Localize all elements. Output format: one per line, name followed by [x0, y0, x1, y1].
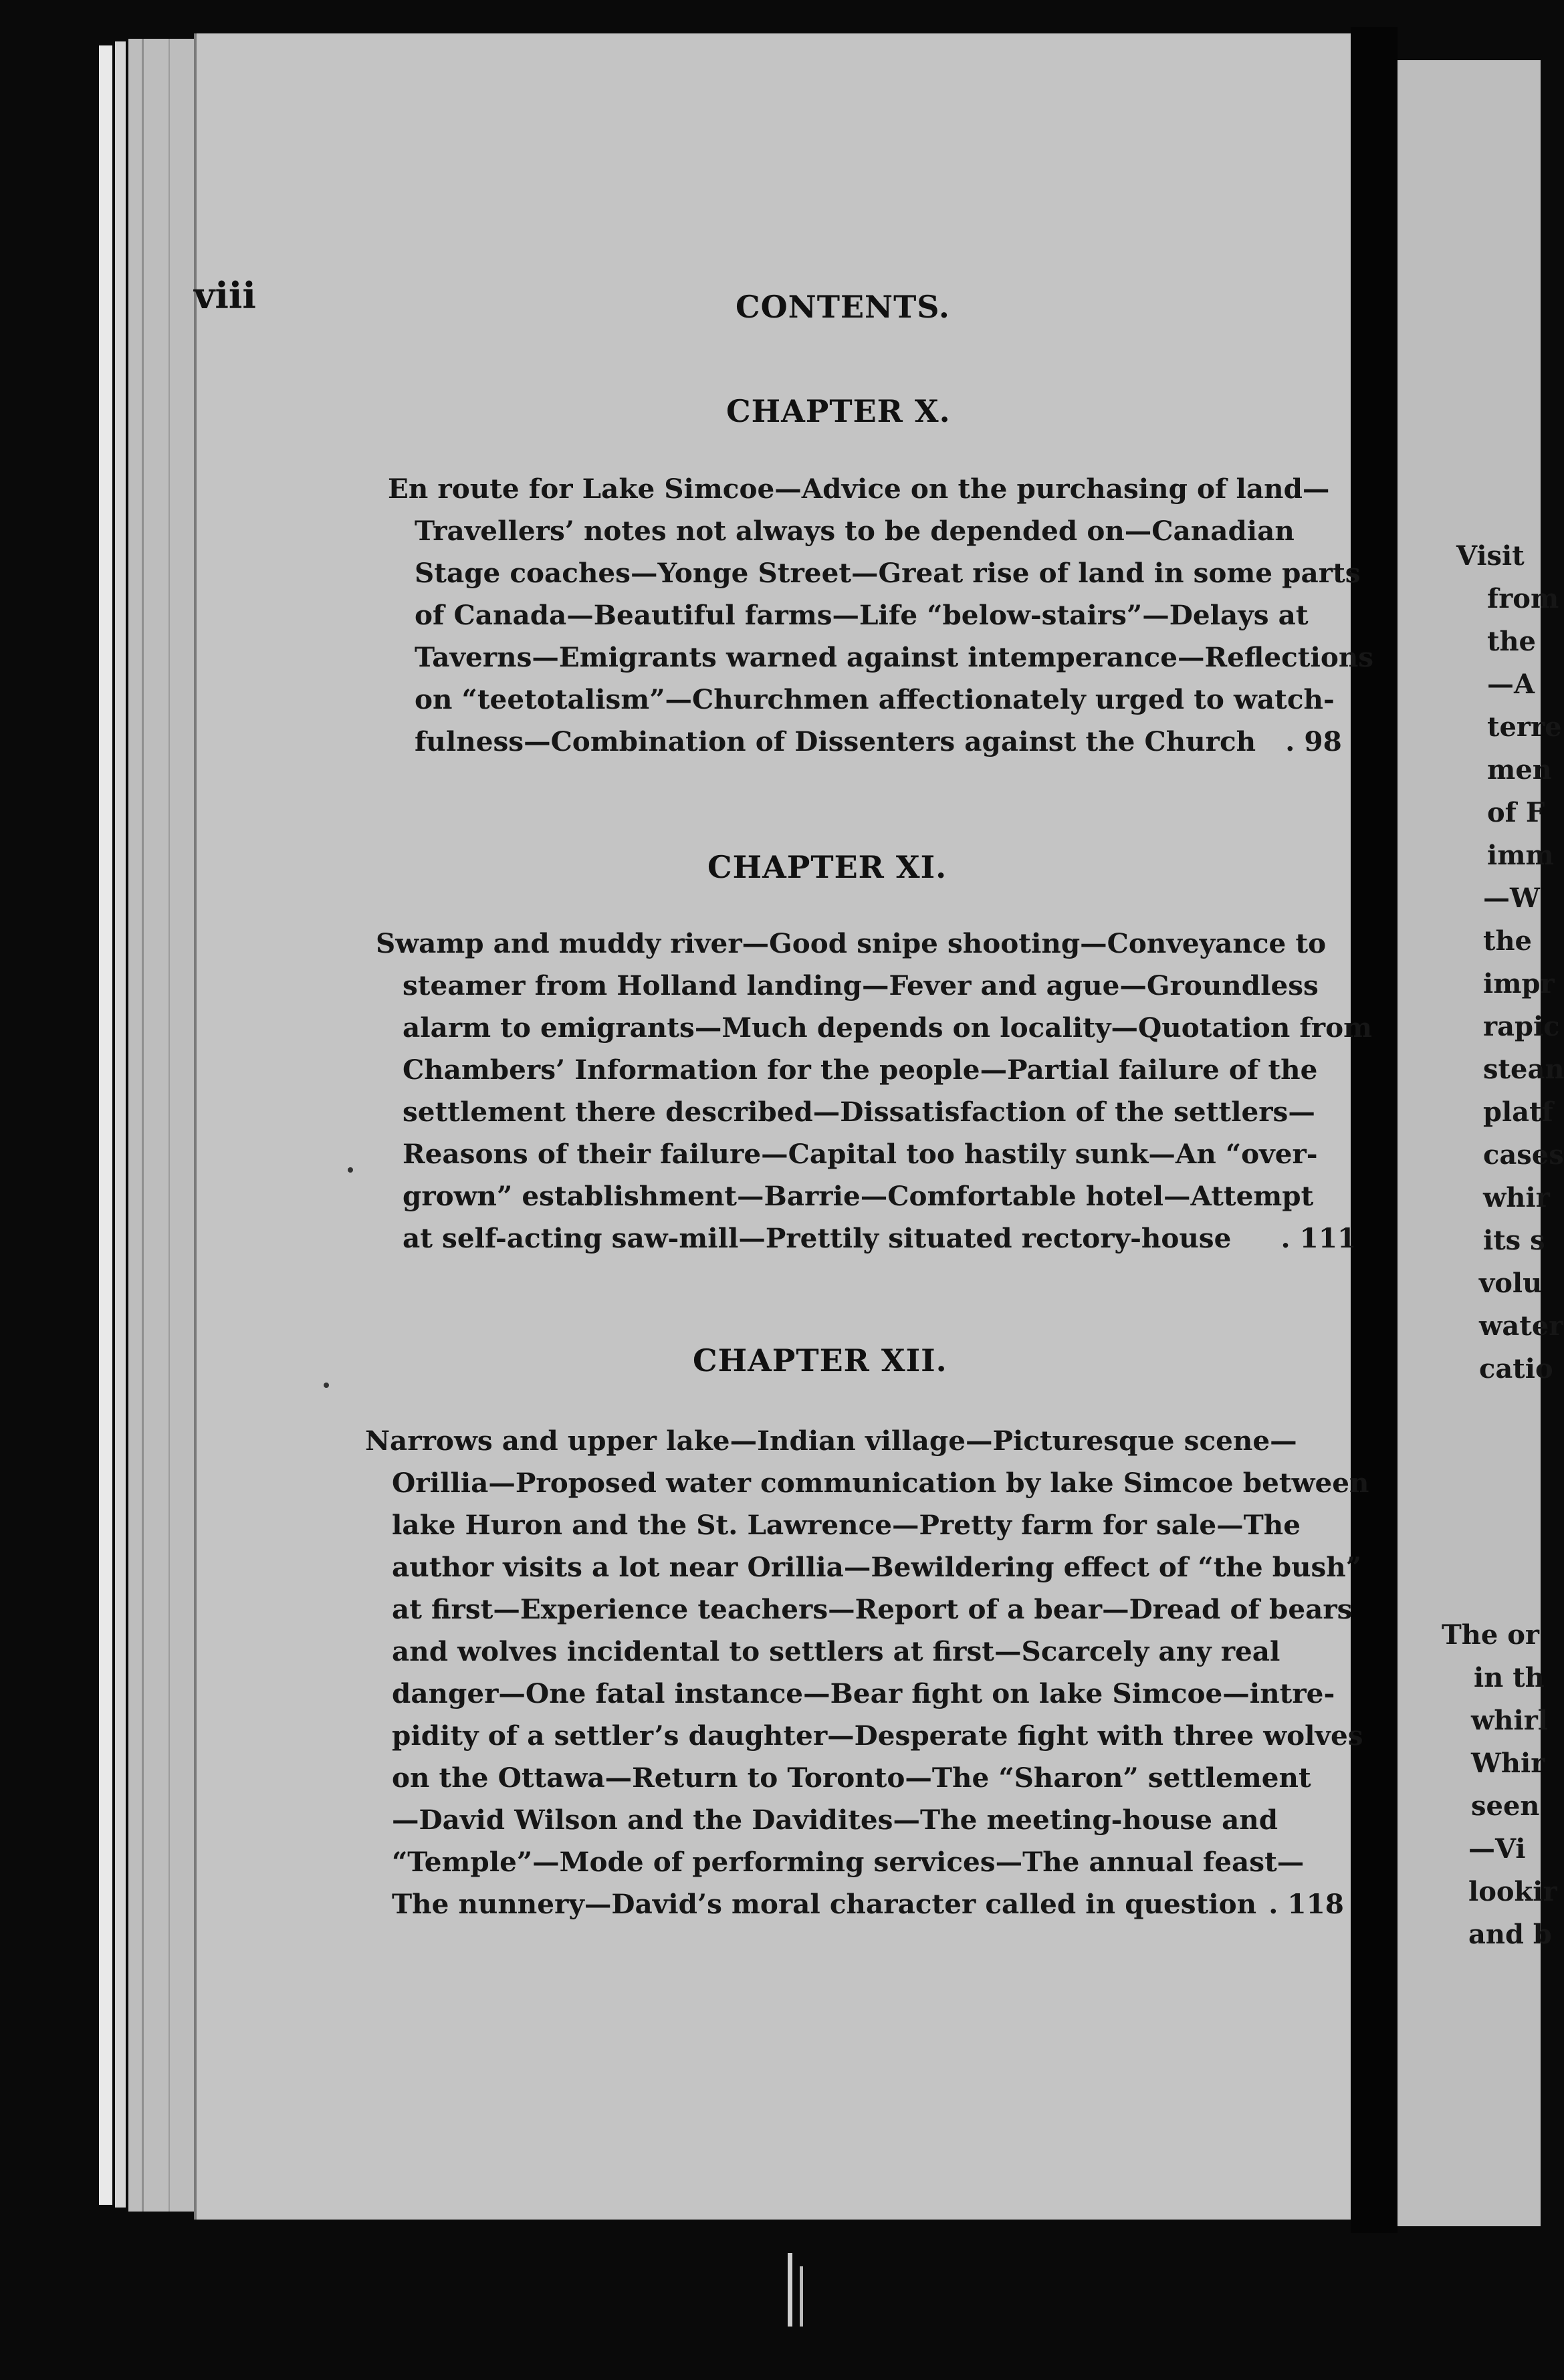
summary-line: at first—Experience teachers—Report of a bear—Dread of bears: [392, 1593, 1353, 1625]
summary-line: Taverns—Emigrants warned against intemperance—Reflections: [415, 641, 1374, 673]
summary-line: Reasons of their failure—Capital too hastily sunk—An “over-: [403, 1138, 1318, 1170]
binding-mark: [800, 2266, 803, 2327]
facing-text-fragment: water: [1479, 1310, 1563, 1342]
facing-text-fragment: Whir: [1471, 1748, 1545, 1779]
facing-text-fragment: in th: [1474, 1662, 1545, 1693]
summary-line: [388, 721, 1373, 763]
summary-line-text: at self-acting saw-mill—Prettily situated rectory-house: [403, 1222, 1232, 1254]
page-ref: . 111: [1280, 1222, 1357, 1254]
summary-line: Chambers’ Information for the people—Partial failure of the: [403, 1054, 1318, 1086]
summary-line: Swamp and muddy river—Good snipe shooting—Conveyance to: [376, 927, 1327, 959]
summary-line: and wolves incidental to settlers at first—Scarcely any real: [392, 1635, 1280, 1667]
summary-line: grown” establishment—Barrie—Comfortable hotel—Attempt: [403, 1180, 1314, 1212]
facing-text-fragment: of F: [1487, 797, 1545, 828]
binding-mark: [788, 2253, 792, 2327]
facing-text-fragment: stean: [1483, 1054, 1564, 1085]
page-edge: [99, 45, 112, 2205]
summary-line: pidity of a settler’s daughter—Desperate fight with three wolves: [392, 1719, 1363, 1752]
facing-text-fragment: platf: [1483, 1096, 1553, 1128]
facing-text-fragment: terre: [1487, 711, 1562, 743]
page-ref: . 98: [1285, 725, 1342, 757]
speck: [348, 1167, 353, 1173]
facing-text-fragment: impr: [1483, 968, 1555, 999]
summary-line: steamer from Holland landing—Fever and ague—Groundless: [403, 969, 1319, 1001]
page-edge: [115, 41, 126, 2208]
facing-text-fragment: the: [1487, 626, 1537, 657]
facing-text-fragment: catio: [1479, 1353, 1553, 1385]
chapter-summary: [376, 923, 1372, 1260]
summary-line: Narrows and upper lake—Indian village—Picturesque scene—: [365, 1425, 1297, 1457]
summary-line: [365, 1883, 1369, 1925]
chapter-title: CHAPTER XII.: [693, 1342, 947, 1379]
facing-text-fragment: the: [1483, 925, 1533, 957]
summary-line-text: fulness—Combination of Dissenters against the Church: [415, 725, 1256, 757]
summary-line-text: The nunnery—David’s moral character called in question: [392, 1888, 1257, 1920]
facing-text-fragment: lookir: [1468, 1876, 1557, 1907]
facing-text-fragment: Visit: [1456, 540, 1525, 572]
speck: [324, 1383, 329, 1388]
summary-line: on “teetotalism”—Churchmen affectionately urged to watch-: [415, 683, 1335, 715]
summary-line: author visits a lot near Orillia—Bewildering effect of “the bush”: [392, 1551, 1362, 1583]
facing-text-fragment: —W: [1483, 882, 1540, 914]
facing-text-fragment: seen: [1471, 1790, 1540, 1822]
facing-text-fragment: cases: [1483, 1139, 1564, 1171]
summary-line: Stage coaches—Yonge Street—Great rise of land in some parts: [415, 557, 1361, 589]
summary-line: of Canada—Beautiful farms—Life “below-stairs”—Delays at: [415, 599, 1309, 631]
facing-text-fragment: The or: [1442, 1619, 1539, 1651]
summary-line: lake Huron and the St. Lawrence—Pretty farm for sale—The: [392, 1509, 1301, 1541]
page-ref: . 118: [1268, 1888, 1344, 1920]
summary-line: En route for Lake Simcoe—Advice on the purchasing of land—: [388, 473, 1330, 505]
summary-line: Orillia—Proposed water communication by lake Simcoe between: [392, 1467, 1369, 1499]
facing-text-fragment: and b: [1468, 1919, 1552, 1950]
facing-text-fragment: imm: [1487, 840, 1554, 871]
summary-line: danger—One fatal instance—Bear fight on lake Simcoe—intre-: [392, 1677, 1335, 1709]
summary-line: on the Ottawa—Return to Toronto—The “Sharon” settlement: [392, 1762, 1311, 1794]
summary-line: —David Wilson and the Davidites—The meeting-house and: [392, 1804, 1278, 1836]
summary-line: “Temple”—Mode of performing services—The annual feast—: [392, 1846, 1305, 1878]
facing-text-fragment: whirl: [1471, 1705, 1548, 1736]
page-edge: [128, 39, 194, 2212]
facing-text-fragment: whir: [1483, 1182, 1550, 1213]
running-head: CONTENTS.: [736, 289, 950, 325]
summary-line: settlement there described—Dissatisfaction of the settlers—: [403, 1096, 1315, 1128]
chapter-summary: [388, 468, 1373, 763]
summary-line: Travellers’ notes not always to be depended on—Canadian: [415, 515, 1295, 547]
summary-line: alarm to emigrants—Much depends on locality—Quotation from: [403, 1012, 1372, 1044]
summary-line: [376, 1217, 1372, 1260]
page-number: viii: [194, 274, 256, 317]
facing-text-fragment: —Vi: [1468, 1833, 1526, 1865]
facing-text-fragment: men: [1487, 754, 1552, 786]
facing-text-fragment: volu: [1479, 1268, 1543, 1299]
facing-text-fragment: rapic: [1483, 1011, 1560, 1042]
facing-text-fragment: its s: [1483, 1225, 1545, 1256]
chapter-title: CHAPTER X.: [726, 393, 951, 429]
chapter-title: CHAPTER XI.: [707, 849, 947, 885]
facing-text-fragment: —A: [1487, 669, 1535, 700]
facing-text-fragment: from: [1487, 583, 1559, 614]
chapter-summary: [365, 1420, 1369, 1925]
